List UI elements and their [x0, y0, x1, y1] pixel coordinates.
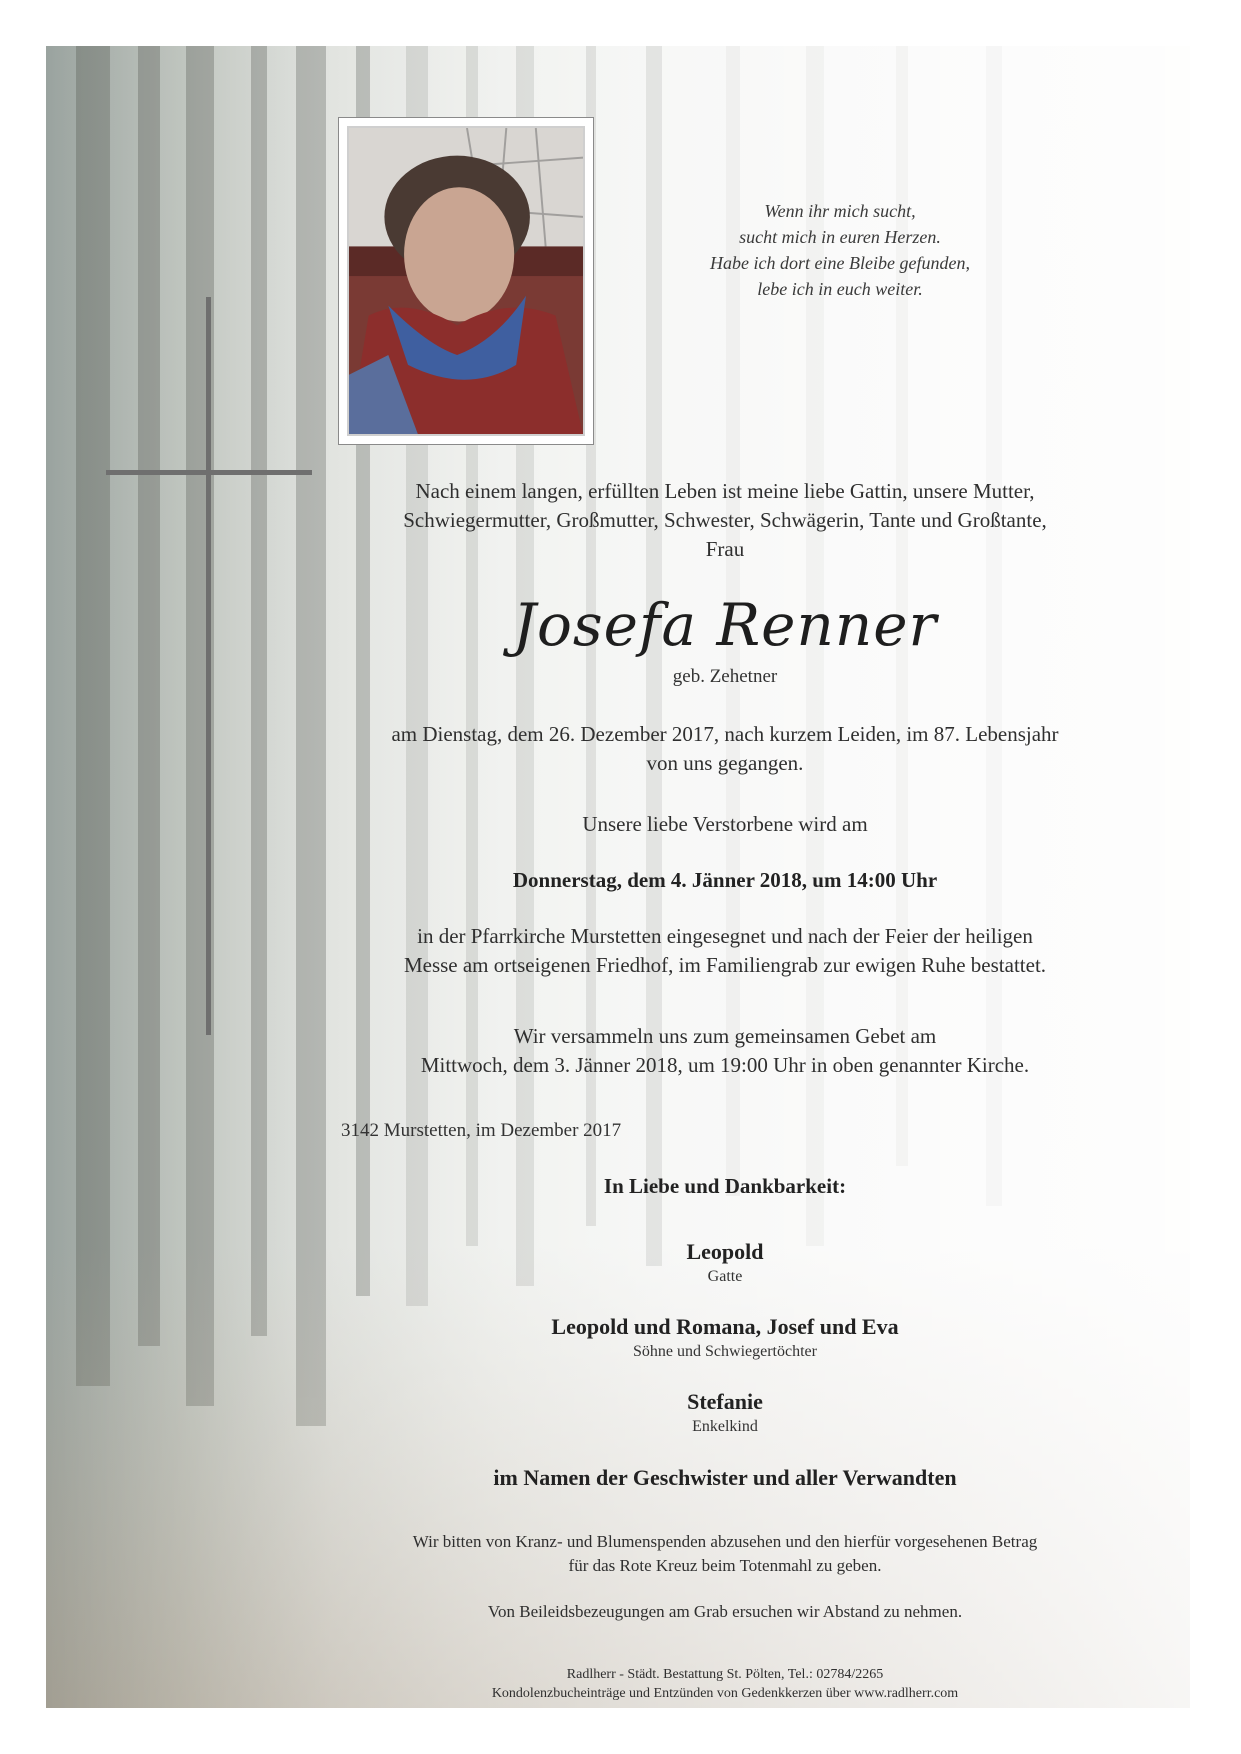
quote-line: Wenn ihr mich sucht, — [764, 201, 916, 221]
mourner-name: Leopold — [686, 1239, 764, 1264]
prayer-text — [330, 1022, 1120, 1080]
portrait-photo — [347, 126, 585, 436]
funeral-lead-line: Unsere liebe Verstorbene wird am — [582, 812, 868, 836]
cross-icon — [206, 297, 211, 1035]
intro-line: Nach einem langen, erfüllten Leben ist meine liebe Gattin, unsere Mutter, — [415, 479, 1035, 503]
funeral-details-line: in der Pfarrkirche Murstetten eingesegnet und nach der Feier der heiligen — [417, 924, 1033, 948]
mourner-name: Leopold und Romana, Josef und Eva — [551, 1314, 899, 1339]
condolence-note — [330, 1600, 1120, 1624]
mourner-entry — [330, 1238, 1120, 1288]
mourner-entry — [330, 1388, 1120, 1438]
portrait-photo-frame — [338, 117, 594, 445]
quote-line: sucht mich in euren Herzen. — [739, 227, 941, 247]
funeral-lead — [330, 810, 1120, 839]
mourner-entry — [330, 1313, 1120, 1363]
maiden-name: geb. Zehetner — [672, 666, 778, 687]
funeral-date-line: Donnerstag, dem 4. Jänner 2018, um 14:00 Uhr — [512, 868, 938, 892]
donation-line: für das Rote Kreuz beim Totenmahl zu geben. — [568, 1556, 882, 1575]
place-and-date: 3142 Murstetten, im Dezember 2017 — [341, 1120, 622, 1141]
funeral-date — [330, 866, 1120, 895]
death-text — [330, 720, 1120, 778]
deceased-name: Josefa Renner — [512, 591, 938, 659]
mourner-role: Gatte — [707, 1268, 743, 1285]
footer-line: Kondolenzbucheinträge und Entzünden von Gedenkkerzen über www.radlherr.com — [491, 1686, 959, 1701]
donation-line: Wir bitten von Kranz- und Blumenspenden abzusehen und den hierfür vorgesehenen Betrag — [412, 1532, 1038, 1551]
death-line: von uns gegangen. — [646, 751, 804, 775]
mourners-closing-line: im Namen der Geschwister und aller Verwandten — [493, 1465, 957, 1490]
mourners-heading-line: In Liebe und Dankbarkeit: — [603, 1174, 847, 1198]
condolence-note-line: Von Beileidsbezeugungen am Grab ersuchen wir Abstand zu nehmen. — [487, 1602, 963, 1621]
intro-line: Frau — [705, 537, 745, 561]
funeral-details — [330, 922, 1120, 980]
intro-text — [330, 477, 1120, 564]
quote-line: lebe ich in euch weiter. — [757, 279, 923, 299]
footer-line: Radlherr - Städt. Bestattung St. Pölten, Tel.: 02784/2265 — [566, 1667, 884, 1682]
prayer-line: Wir versammeln uns zum gemeinsamen Gebet am — [513, 1024, 937, 1048]
mourners-closing — [330, 1464, 1120, 1492]
cross-icon-bar — [106, 470, 312, 475]
quote-line: Habe ich dort eine Bleibe gefunden, — [710, 253, 970, 273]
footer — [330, 1665, 1120, 1703]
prayer-line: Mittwoch, dem 3. Jänner 2018, um 19:00 Uhr in oben genannter Kirche. — [420, 1053, 1030, 1077]
memorial-quote — [660, 198, 1020, 302]
mourners-heading — [330, 1172, 1120, 1201]
mourner-role: Enkelkind — [692, 1418, 758, 1435]
mourner-name: Stefanie — [687, 1389, 763, 1414]
intro-line: Schwiegermutter, Großmutter, Schwester, Schwägerin, Tante und Großtante, — [403, 508, 1047, 532]
mourner-role: Söhne und Schwiegertöchter — [633, 1343, 817, 1360]
funeral-details-line: Messe am ortseigenen Friedhof, im Familiengrab zur ewigen Ruhe bestattet. — [403, 953, 1047, 977]
donation-request — [330, 1530, 1120, 1578]
death-line: am Dienstag, dem 26. Dezember 2017, nach kurzem Leiden, im 87. Lebensjahr — [391, 722, 1059, 746]
